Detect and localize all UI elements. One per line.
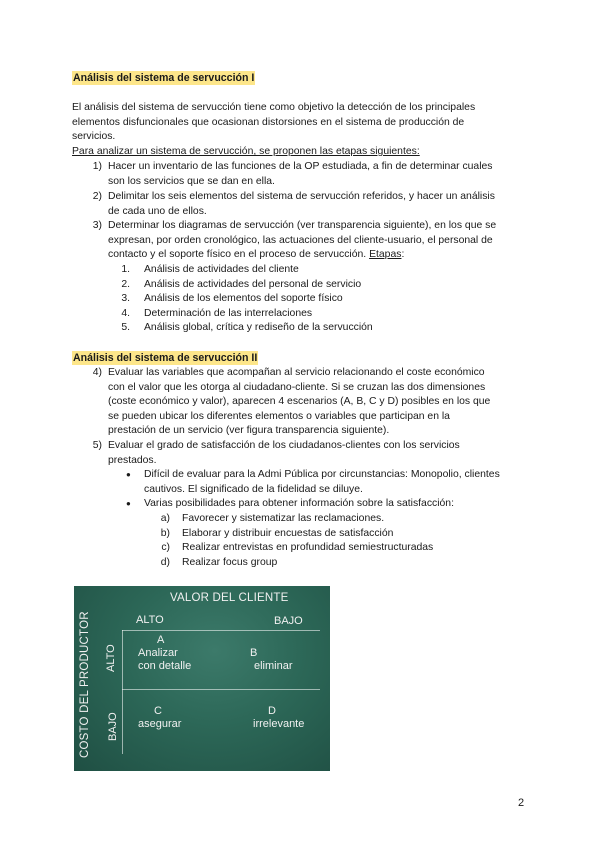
lettered-text: Realizar entrevistas en profundidad semiestructuradas bbox=[182, 542, 434, 554]
sublist-text: Determinación de las interrelaciones bbox=[144, 307, 313, 319]
sublist-text: Análisis de los elementos del soporte físico bbox=[144, 293, 343, 305]
sublist-text: Análisis global, crítica y rediseño de la servucción bbox=[144, 322, 373, 334]
list-line: son los servicios que se dan en ella. bbox=[108, 175, 275, 187]
matrix-top-title: VALOR DEL CLIENTE bbox=[170, 592, 289, 604]
list-line: expresan, por orden cronológico, las actuaciones del cliente-usuario, el personal de bbox=[108, 234, 493, 246]
sublist-number: 4. bbox=[121, 307, 130, 319]
section-heading-1: Análisis del sistema de servucción I bbox=[73, 72, 255, 84]
matrix-row-high: ALTO bbox=[105, 644, 117, 672]
list-line: (coste económico y valor), aparecen 4 escenarios (A, B, C y D) posibles en los que bbox=[108, 396, 491, 408]
cell-b-letter: B bbox=[250, 647, 258, 659]
cell-d-text: irrelevante bbox=[253, 718, 305, 730]
intro-line: El análisis del sistema de servucción tiene como objetivo la detección de los principales bbox=[72, 102, 476, 113]
lettered-number: c) bbox=[161, 542, 170, 554]
list-number: 1) bbox=[92, 161, 102, 172]
section-heading-2: Análisis del sistema de servucción II bbox=[73, 352, 258, 364]
list-line: prestados. bbox=[108, 454, 157, 466]
sublist bbox=[120, 263, 520, 336]
list-line: Hacer un inventario de las funciones de la OP estudiada, a fin de determinar cuales bbox=[108, 161, 493, 172]
list-number: 5) bbox=[92, 440, 102, 451]
cell-b-text: eliminar bbox=[254, 660, 293, 672]
cell-a-line1: Analizar bbox=[138, 647, 178, 659]
lettered-number: d) bbox=[160, 556, 170, 568]
matrix-row-low: BAJO bbox=[107, 712, 119, 741]
bullet-line: Difícil de evaluar para la Admi Pública por circunstancias: Monopolio, clientes bbox=[144, 469, 500, 480]
intro-paragraph bbox=[72, 101, 528, 145]
sublist-item bbox=[120, 307, 520, 322]
lettered-number: a) bbox=[160, 513, 170, 524]
list-number: 4) bbox=[92, 367, 102, 378]
sublist-item bbox=[120, 263, 520, 278]
cell-a-letter: A bbox=[157, 634, 165, 646]
sublist-number: 5. bbox=[121, 322, 130, 334]
stages-intro bbox=[72, 145, 528, 160]
matrix-col-high: ALTO bbox=[136, 614, 164, 626]
list-line: de cada uno de ellos. bbox=[108, 205, 207, 217]
etapas-label: Etapas bbox=[369, 249, 402, 261]
list-line: prestación de un servicio (ver figura transparencia siguiente). bbox=[108, 425, 390, 437]
lettered-item bbox=[160, 556, 530, 571]
list-number: 2) bbox=[92, 191, 102, 202]
sublist-text: Análisis de actividades del personal de servicio bbox=[144, 278, 362, 290]
value-cost-matrix bbox=[74, 586, 330, 771]
lettered-item bbox=[160, 527, 530, 542]
lettered-item bbox=[160, 541, 530, 556]
sublist-number: 1. bbox=[121, 264, 130, 275]
sublist-item bbox=[120, 292, 520, 307]
list-line: Evaluar el grado de satisfacción de los ciudadanos-clientes con los servicios bbox=[108, 440, 460, 451]
lettered-text: Realizar focus group bbox=[182, 556, 278, 568]
sublist-item bbox=[120, 278, 520, 293]
etapas-colon: : bbox=[401, 249, 405, 261]
intro-line: servicios. bbox=[72, 131, 116, 143]
list-line-text: contacto y el soporte físico en el proceso de servucción. bbox=[108, 249, 367, 261]
sublist-number: 3. bbox=[121, 293, 130, 305]
bullet-icon: ● bbox=[126, 470, 131, 479]
sublist-number: 2. bbox=[121, 278, 130, 290]
bullet-icon: ● bbox=[126, 499, 131, 508]
list-number: 3) bbox=[92, 220, 102, 231]
list-line: Evaluar las variables que acompañan al servicio relacionando el coste económico bbox=[108, 367, 485, 378]
lettered-number: b) bbox=[160, 527, 170, 539]
bullet-line: cautivos. El significado de la fidelidad se diluye. bbox=[144, 483, 363, 495]
list-line bbox=[108, 248, 536, 263]
matrix-divider-mid bbox=[122, 689, 320, 690]
list-line: Delimitar los seis elementos del sistema de servucción referidos, y hacer un análisis bbox=[108, 191, 495, 202]
list-line: con el valor que les otorga al ciudadano-cliente. Si se cruzan las dos dimensiones bbox=[108, 381, 486, 393]
sublist-text: Análisis de actividades del cliente bbox=[144, 264, 299, 275]
matrix-divider-left bbox=[122, 630, 123, 754]
stages-intro-text: Para analizar un sistema de servucción, se proponen las etapas siguientes: bbox=[72, 146, 420, 157]
list-line: Determinar los diagramas de servucción (ver transparencia siguiente), en los que se bbox=[108, 220, 497, 231]
bullet-line: Varias posibilidades para obtener información sobre la satisfacción: bbox=[144, 498, 454, 509]
sublist-item bbox=[120, 321, 520, 336]
list-line: se pueden ubicar los diferentes elementos o variables que participan en la bbox=[108, 410, 450, 422]
page-number: 2 bbox=[518, 797, 525, 809]
lettered-text: Elaborar y distribuir encuestas de satisfacción bbox=[182, 527, 394, 539]
cell-d-letter: D bbox=[268, 705, 276, 717]
lettered-list bbox=[160, 512, 530, 570]
cell-a-line2: con detalle bbox=[138, 660, 192, 672]
matrix-divider-top bbox=[122, 630, 320, 631]
matrix-side-title: COSTO DEL PRODUCTOR bbox=[79, 611, 91, 758]
lettered-text: Favorecer y sistematizar las reclamaciones. bbox=[182, 513, 385, 524]
intro-line: elementos disfuncionales que ocasionan distorsiones en el sistema de producción de bbox=[72, 116, 465, 128]
cell-c-letter: C bbox=[154, 705, 162, 717]
lettered-item bbox=[160, 512, 530, 527]
matrix-col-low: BAJO bbox=[274, 615, 303, 627]
cell-c-text: asegurar bbox=[138, 718, 182, 730]
